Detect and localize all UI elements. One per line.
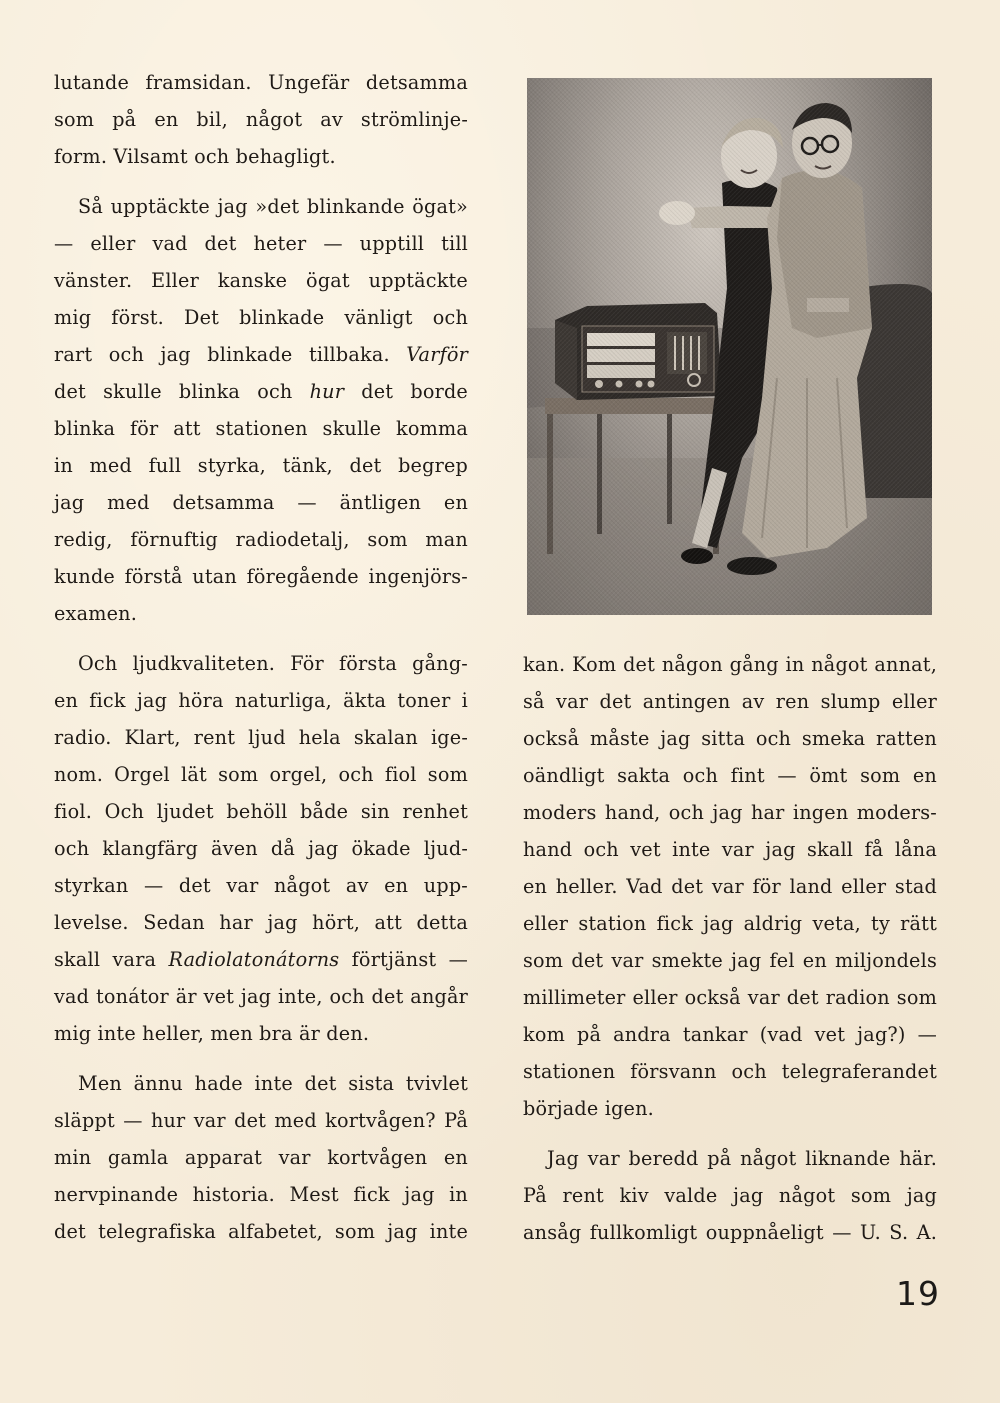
text-line: som det var smekte jag fel en miljondels	[523, 949, 937, 972]
text-line: det telegrafiska alfabetet, som jag inte	[54, 1220, 468, 1243]
text-line-with-italic: det skulle blinka och hur det borde	[54, 380, 468, 403]
text-line: och klangfärg även då jag ökade ljud-	[54, 837, 468, 860]
text-line: levelse. Sedan har jag hört, att detta	[54, 911, 468, 934]
text-line: vad tonátor är vet jag inte, och det angår	[54, 985, 468, 1008]
text-line: oändligt sakta och fint — ömt som en	[523, 764, 937, 787]
right-text-column	[523, 646, 937, 1251]
text-line: redig, förnuftig radiodetalj, som man	[54, 528, 468, 551]
text-line: hand och vet inte var jag skall få låna	[523, 838, 937, 861]
text-line: mig först. Det blinkade vänligt och	[54, 306, 468, 329]
italic-word: Radiolatonátorns	[168, 948, 340, 971]
photo-dancing-couple-with-radio	[527, 78, 932, 615]
text-line: fiol. Och ljudet behöll både sin renhet	[54, 800, 468, 823]
text-line: radio. Klart, rent ljud hela skalan ige-	[54, 726, 468, 749]
text-line: kom på andra tankar (vad vet jag?) —	[523, 1023, 937, 1046]
text-line: kan. Kom det någon gång in något annat,	[523, 653, 937, 676]
text-line: Så upptäckte jag »det blinkande ögat»	[78, 195, 468, 218]
text-line: — eller vad det heter — upptill till	[54, 232, 468, 255]
text-line: styrkan — det var något av en upp-	[54, 874, 468, 897]
text-line: kunde förstå utan föregående ingenjörs-	[54, 565, 468, 588]
text-line: ansåg fullkomligt ouppnåeligt — U. S. A.	[523, 1221, 937, 1244]
page-number: 19	[896, 1274, 940, 1313]
text-line: också måste jag sitta och smeka ratten	[523, 727, 937, 750]
left-text-column	[54, 64, 468, 1250]
text-line: mig inte heller, men bra är den.	[54, 1022, 370, 1045]
text-line: en heller. Vad det var för land eller stad	[523, 875, 937, 898]
text-line-with-italic: rart och jag blinkade tillbaka. Varför	[54, 343, 468, 366]
text-line: började igen.	[523, 1097, 654, 1120]
text-line: moders hand, och jag har ingen moders-	[523, 801, 937, 824]
text-line: Jag var beredd på något liknande här.	[547, 1147, 937, 1170]
text-line: stationen försvann och telegraferandet	[523, 1060, 937, 1083]
text-line: min gamla apparat var kortvågen en	[54, 1146, 468, 1169]
text-line: lutande framsidan. Ungefär detsamma	[54, 71, 468, 94]
text-line: en fick jag höra naturliga, äkta toner i	[54, 689, 468, 712]
text-line: Men ännu hade inte det sista tvivlet	[78, 1072, 468, 1095]
photo-illustration	[527, 78, 932, 615]
text-line: släppt — hur var det med kortvågen? På	[54, 1109, 468, 1132]
text-line: eller station fick jag aldrig veta, ty rätt	[523, 912, 937, 935]
italic-word: hur	[309, 380, 345, 403]
italic-word: Varför	[406, 343, 468, 366]
text-line: nervpinande historia. Mest fick jag in	[54, 1183, 468, 1206]
text-line: vänster. Eller kanske ögat upptäckte	[54, 269, 468, 292]
text-line: Och ljudkvaliteten. För första gång-	[78, 652, 468, 675]
text-line: På rent kiv valde jag något som jag	[523, 1184, 937, 1207]
text-line: in med full styrka, tänk, det begrep	[54, 454, 468, 477]
text-line: som på en bil, något av strömlinje-	[54, 108, 468, 131]
text-line: nom. Orgel lät som orgel, och fiol som	[54, 763, 468, 786]
text-line: form. Vilsamt och behagligt.	[54, 145, 336, 168]
text-line: så var det antingen av ren slump eller	[523, 690, 937, 713]
text-line: examen.	[54, 602, 138, 625]
text-line: millimeter eller också var det radion som	[523, 986, 937, 1009]
text-line: jag med detsamma — äntligen en	[54, 491, 468, 514]
text-line-with-italic: skall vara Radiolatonátorns förtjänst —	[54, 948, 468, 971]
text-line: blinka för att stationen skulle komma	[54, 417, 468, 440]
